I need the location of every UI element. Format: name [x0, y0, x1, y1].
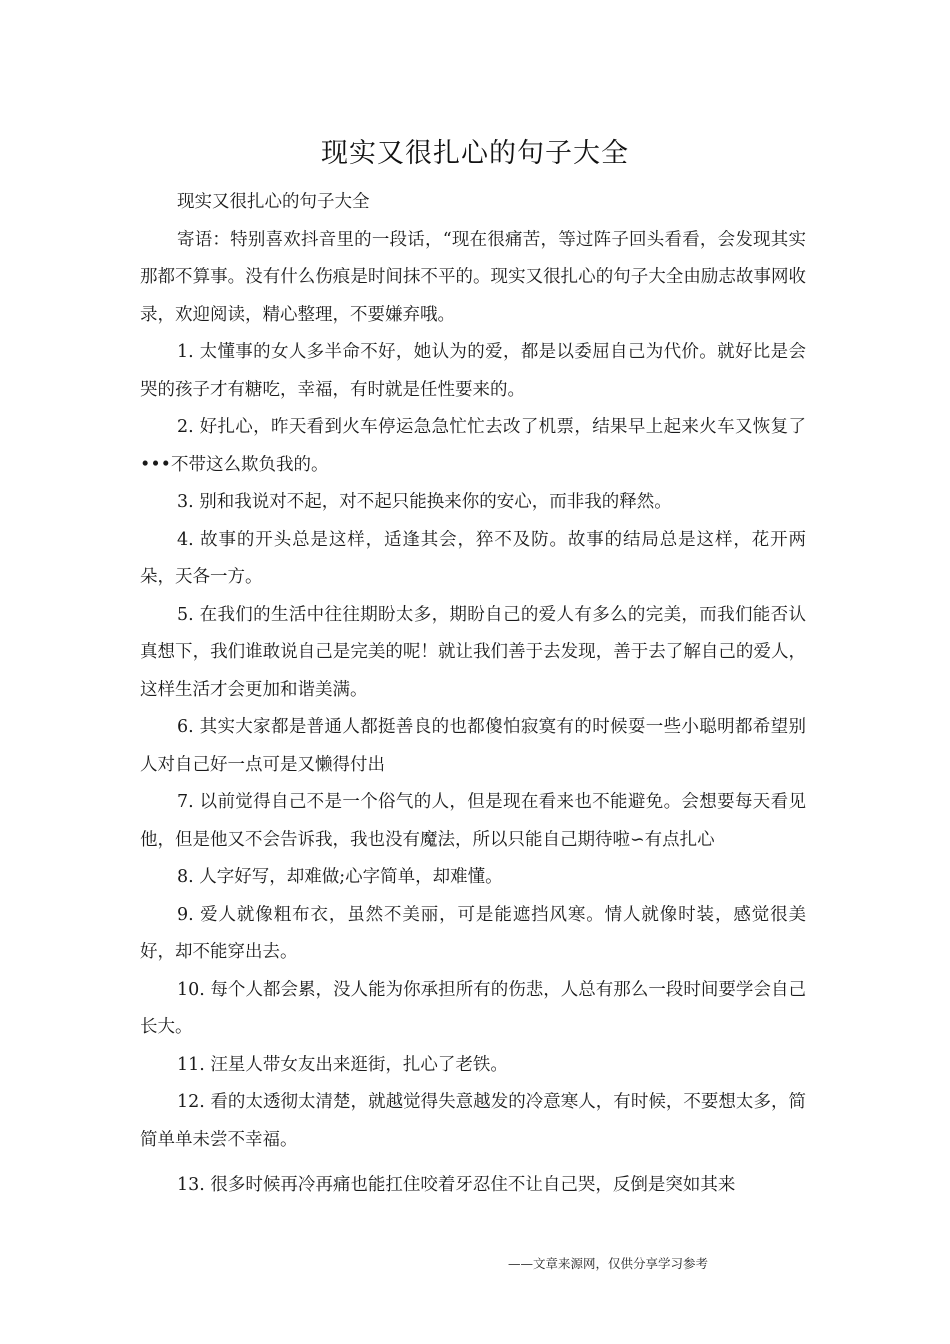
list-item-3: 3. 别和我说对不起，对不起只能换来你的安心，而非我的释然。: [177, 492, 672, 512]
document-title: 现实又很扎心的句子大全: [321, 138, 629, 169]
list-item-2: 2. 好扎心，昨天看到火车停运急急忙忙去改了机票，结果早上起来火车又恢复了•••不带这么欺负我的。: [140, 417, 806, 475]
list-item-11: 11. 汪星人带女友出来逛街，扎心了老铁。: [177, 1054, 508, 1075]
list-item-8: 8. 人字好写，却难做;心字简单，却难懂。: [177, 867, 503, 887]
source-footer: ——文章来源网，仅供分享学习参考: [508, 1256, 709, 1271]
list-item-12: 12. 看的太透彻太清楚，就越觉得失意越发的冷意寒人，有时候，不要想太多，简简单单未尝不幸福。: [140, 1092, 806, 1150]
document-body: [140, 184, 806, 1205]
intro-paragraph: 寄语：特别喜欢抖音里的一段话，“现在很痛苦，等过阵子回头看看，会发现其实那都不算事。没有什么伤痕是时间抹不平的。现实又很扎心的句子大全由励志故事网收录，欢迎阅读，精心整理，不要嫌弃哦。: [140, 229, 806, 325]
list-item-5: 5. 在我们的生活中往往期盼太多，期盼自己的爱人有多么的完美，而我们能否认真想下，我们谁敢说自己是完美的呢！就让我们善于去发现，善于去了解自己的爱人，这样生活才会更加和谐美满。: [140, 604, 806, 700]
list-item-4: 4. 故事的开头总是这样，适逢其会，猝不及防。故事的结局总是这样，花开两朵，天各一方。: [140, 529, 806, 587]
document-subtitle: 现实又很扎心的句子大全: [177, 192, 370, 212]
list-item-1: 1. 太懂事的女人多半命不好，她认为的爱，都是以委屈自己为代价。就好比是会哭的孩子才有糖吃，幸福，有时就是任性要来的。: [140, 342, 806, 400]
list-item-10: 10. 每个人都会累，没人能为你承担所有的伤悲，人总有那么一段时间要学会自己长大。: [140, 979, 806, 1037]
list-item-9: 9. 爱人就像粗布衣，虽然不美丽，可是能遮挡风寒。情人就像时装，感觉很美好，却不能穿出去。: [140, 904, 806, 962]
list-item-6: 6. 其实大家都是普通人都挺善良的也都傻怕寂寞有的时候耍一些小聪明都希望别人对自己好一点可是又懒得付出: [140, 717, 806, 775]
list-item-13: 13. 很多时候再冷再痛也能扛住咬着牙忍住不让自己哭，反倒是突如其来: [177, 1175, 736, 1195]
list-item-7: 7. 以前觉得自己不是一个俗气的人，但是现在看来也不能避免。会想要每天看见他，但是他又不会告诉我，我也没有魔法，所以只能自己期待啦∽有点扎心: [140, 792, 806, 850]
